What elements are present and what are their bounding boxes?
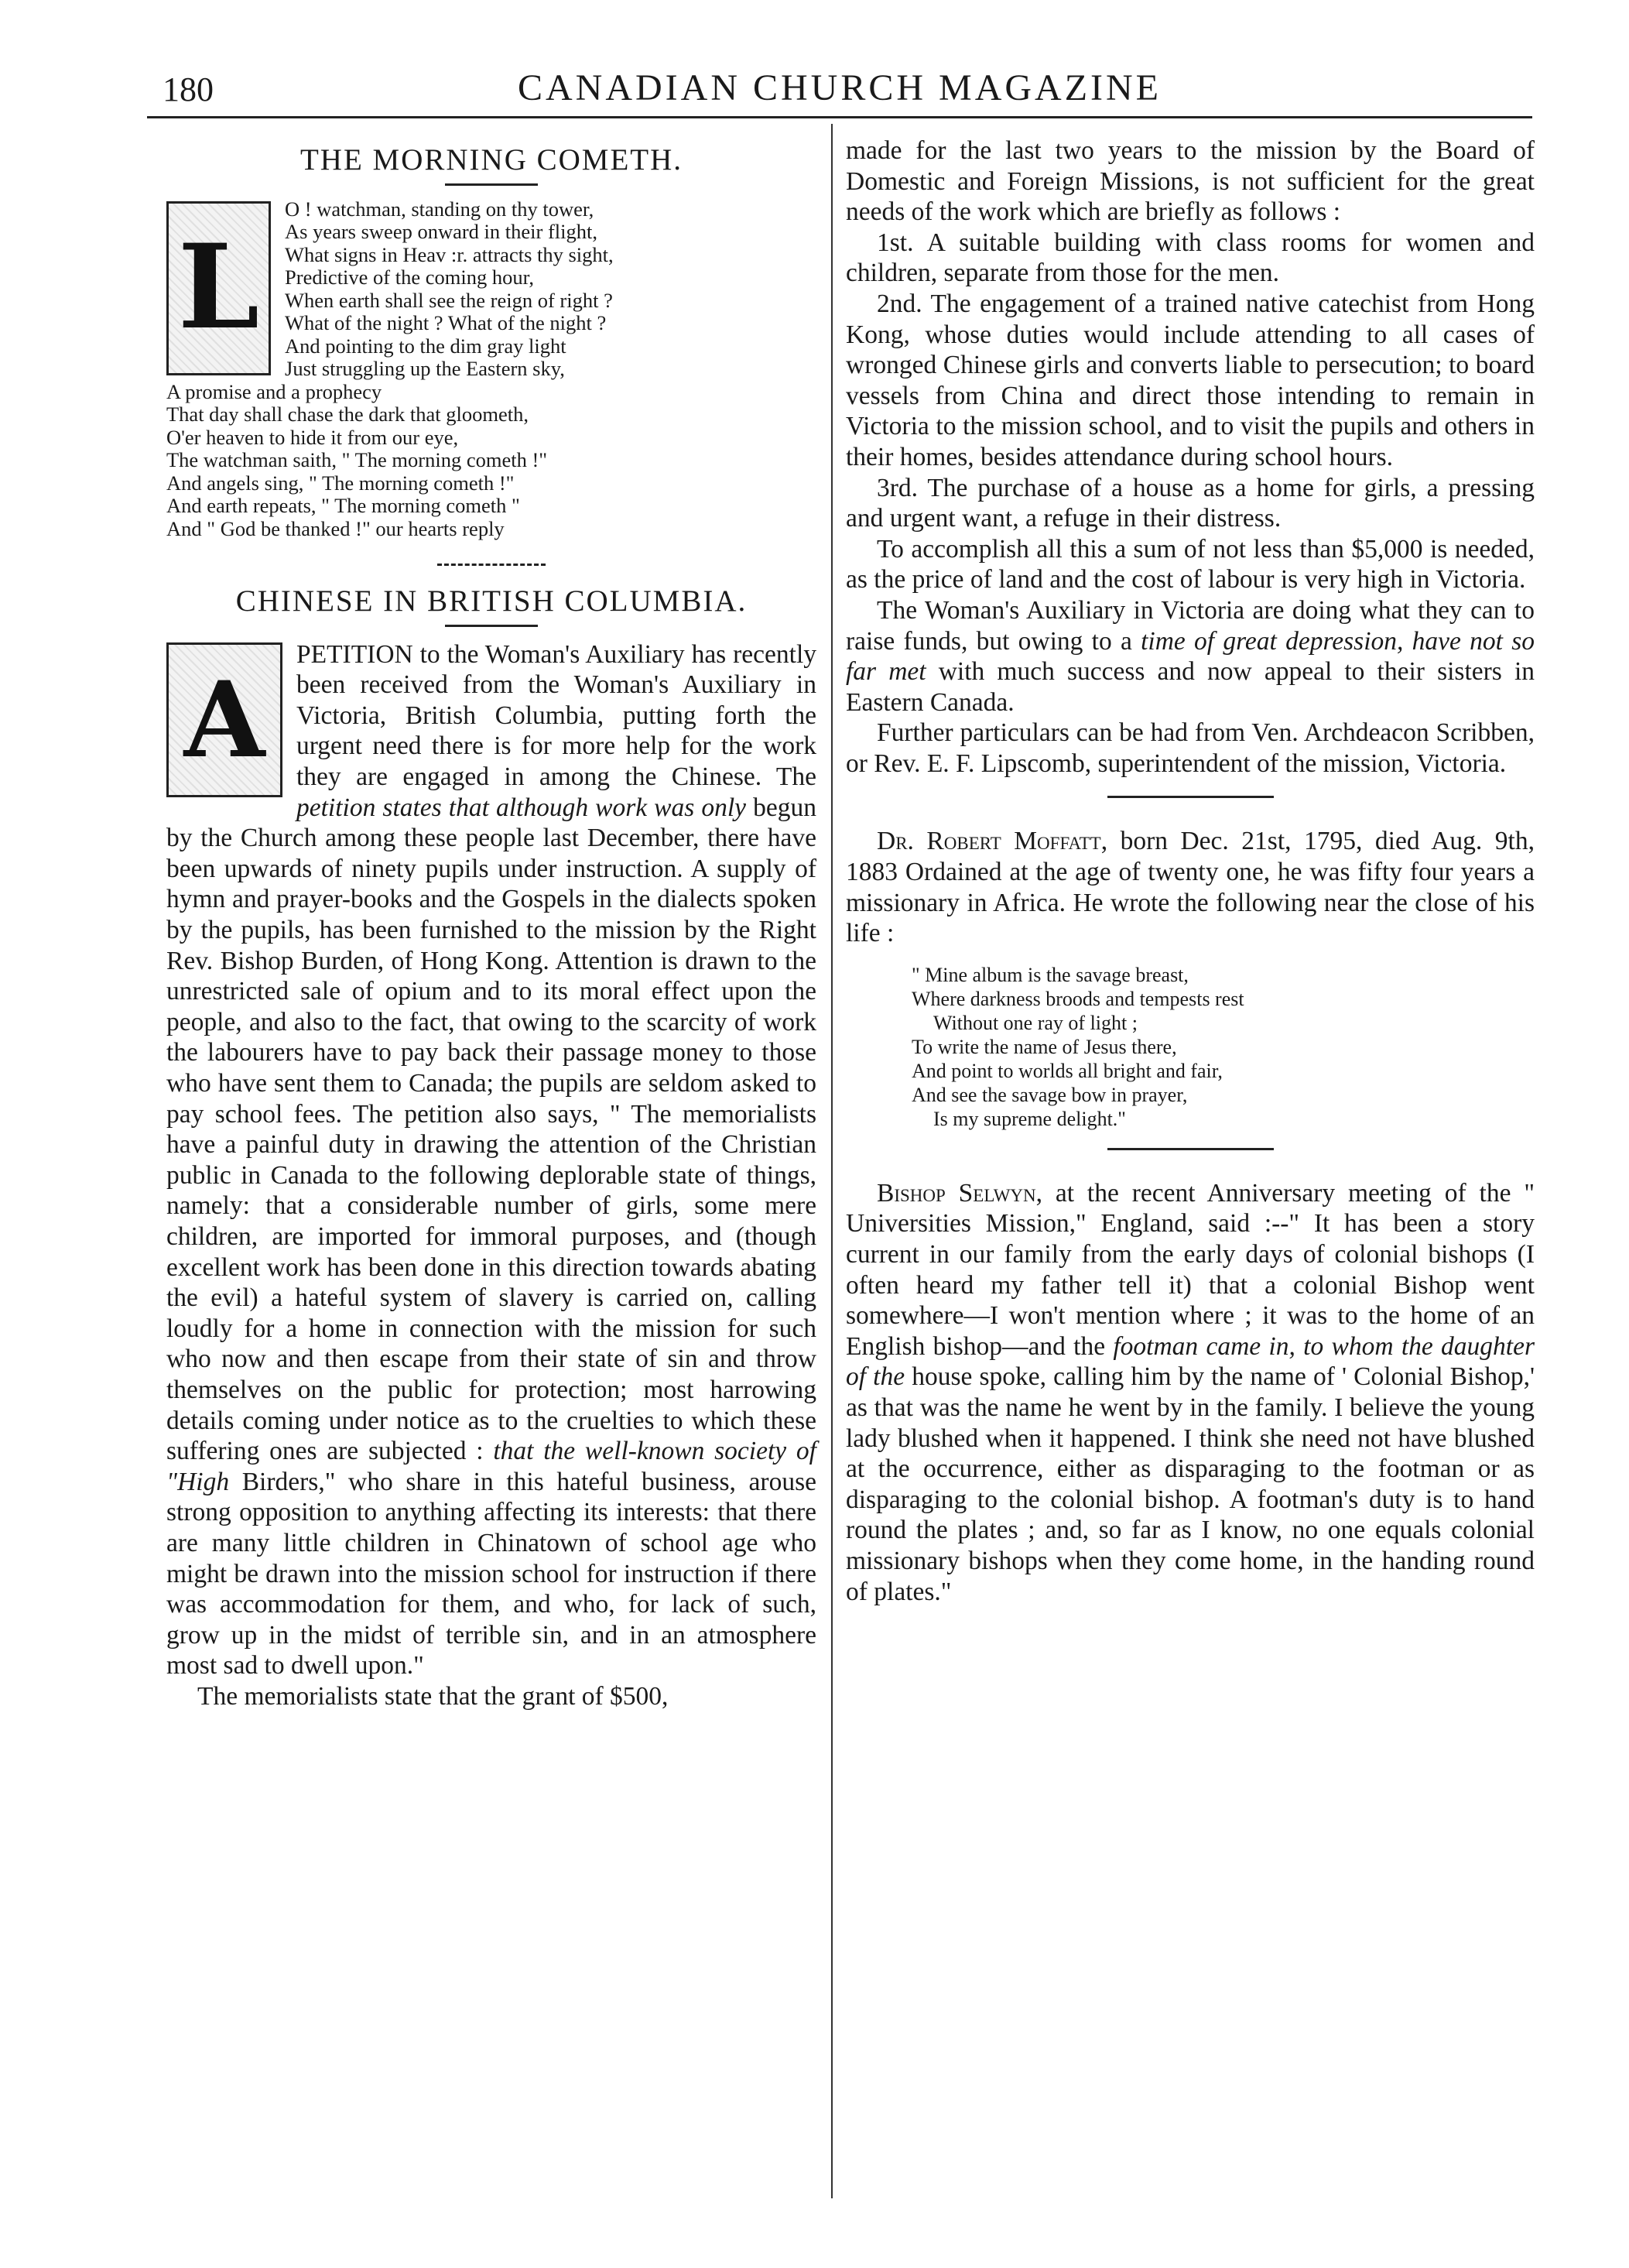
- right-column: [846, 135, 1535, 1607]
- poem-line: Just struggling up the Eastern sky,: [285, 357, 565, 381]
- poem-line: And " God be thanked !" our hearts reply: [166, 516, 505, 540]
- ornamental-initial-a: [166, 642, 282, 797]
- text-run: Birders," who share in this hateful business, arouse strong opposition to anything affecting its interests: that there are many little children in Chinatown of school age who might be drawn into the mission school for instruction if there was accommodation for them, and who, for lack of such, grow up in the midst of terrible sin, and in an atmosphere most sad to dwell upon.": [166, 1467, 816, 1680]
- verse-line: Is my supreme delight.": [933, 1107, 1126, 1130]
- moffatt-verse: [912, 963, 1535, 1131]
- article-title: CHINESE IN BRITISH COLUMBIA.: [235, 584, 748, 618]
- text-run: begun by the Church among these people last December, there have been upwards of ninety pupils under instruction. A supply of hymn and prayer-books and the Gospels in the dialects spoken by the pupils, has been furnished to the mission by the Right Rev. Bishop Burden, of Hong Kong. Attention is drawn to the unrestricted sale of opium and to its moral effect upon the people, and also to the fact, that owing to the scarcity of work the labourers have to pay back their passage money to those who have sent them to Canada; the pupils are seldom asked to pay school fees. The petition also says, " The memorialists have a painful duty in drawing the attention of the Christian public in Canada to the following deplorable state of things, namely: that a considerable number of girls, some mere children, are imported for immoral purposes, and (though excellent work has been done in this direction towards abating the evil) a hateful system of slavery is carried on, calling loudly for a home in connection with the mission for such who now and then escape from their state of sin and throw themselves on the public for protection; most harrowing details coming under notice as to the cruelties to which these suffering ones are subjected :: [166, 793, 816, 1466]
- moffatt-paragraph: [846, 826, 1535, 948]
- initial-letter: A: [183, 657, 265, 781]
- section-divider: [1107, 796, 1274, 798]
- text-run: house spoke, calling him by the name of ' Colonial Bishop,' as that was the name he went by in the family. I believe the young lady blushed when it happened. I think she need not have blushed at the occurrence, either as disparaging to the footman or as disparaging to the colonial bishop. A footman's duty is to hand round the plates ; and, so far as I know, no one equals colonial missionary bishops when they come home, in the handing round of plates.": [846, 1362, 1535, 1606]
- italic-run: time of great depression, have not so far met: [846, 626, 1535, 687]
- poem-block: [166, 198, 816, 541]
- text-run: PETITION to the Woman's Auxiliary has recently been received from the Woman's Auxiliary in Victoria, British Columbia, putting forth the urgent need there is for more help for the work they are engaged in among the Chinese. The: [296, 639, 816, 792]
- verse-line: And see the savage bow in prayer,: [912, 1083, 1188, 1106]
- article-paragraph: made for the last two years to the mission by the Board of Domestic and Foreign Missions, is not sufficient for the great needs of the work which are briefly as follows :: [846, 136, 1535, 227]
- poem-line: What of the night ? What of the night ?: [285, 311, 607, 335]
- page-number: 180: [163, 70, 214, 108]
- poem-line: That day shall chase the dark that gloometh,: [166, 403, 529, 427]
- poem-line: And angels sing, " The morning cometh !": [166, 471, 515, 495]
- verse-line: " Mine album is the savage breast,: [912, 963, 1189, 986]
- header-rule: [147, 116, 1532, 118]
- poem-line: The watchman saith, " The morning cometh !": [166, 448, 548, 472]
- text-run: The Woman's Auxiliary in Victoria are doing what they can to raise funds, but owing to a: [846, 595, 1535, 656]
- poem-line: When earth shall see the reign of right ?: [285, 288, 613, 312]
- selwyn-paragraph: [846, 1178, 1535, 1607]
- section-divider: [1107, 1148, 1274, 1150]
- poem-line: Predictive of the coming hour,: [285, 266, 535, 289]
- poem-line: O'er heaven to hide it from our eye,: [166, 425, 459, 449]
- left-column: [166, 135, 816, 1711]
- initial-letter: L: [177, 219, 260, 356]
- title-rule: [445, 625, 538, 627]
- text-run: born Dec. 21st, 1795, died Aug. 9th, 1883 Ordained at the age of twenty one, he was fifty four years a missionary in Africa. He wrote the following near the close of his life :: [846, 827, 1535, 948]
- verse-line: Where darkness broods and tempests rest: [912, 987, 1244, 1010]
- article-paragraph: [846, 595, 1535, 718]
- italic-run: that the well-known society of "High: [166, 1437, 816, 1496]
- poem-title: THE MORNING COMETH.: [299, 143, 683, 176]
- list-item: 3rd. The purchase of a house as a home for girls, a pressing and urgent want, a refuge in their distress.: [846, 473, 1535, 533]
- article-paragraph: The memorialists state that the grant of $500,: [197, 1681, 669, 1711]
- ornamental-initial-l: [166, 201, 271, 375]
- verse-line: Without one ray of light ;: [933, 1011, 1138, 1034]
- verse-line: To write the name of Jesus there,: [912, 1035, 1177, 1058]
- poem-line: A promise and a prophecy: [166, 379, 382, 403]
- text-run: with much success and now appeal to their sisters in Eastern Canada.: [846, 657, 1535, 717]
- person-name: Dr. Robert Moffatt,: [877, 827, 1108, 856]
- title-rule: [445, 183, 538, 186]
- poem-line: O ! watchman, standing on thy tower,: [285, 197, 594, 221]
- section-divider: [437, 564, 546, 566]
- running-title: CANADIAN CHURCH MAGAZINE: [518, 67, 1162, 108]
- list-item: 2nd. The engagement of a trained native catechist from Hong Kong, whose duties would include attending to all cases of wronged Chinese girls and converts liable to persecution; to board vessels from China and direct those intending to remain in Victoria to the mission school, and to visit the pupils and others in their homes, besides attendance during school hours.: [846, 289, 1535, 471]
- article-body: [166, 639, 816, 1712]
- text-run: at the recent Anniversary meeting of the " Universities Mission," England, said :--" It has been a story current in our family from the early days of colonial bishops (I often heard my father tell it) that a colonial Bishop went somewhere—I won't mention where ; it was to the home of an English bishop—and the: [846, 1178, 1535, 1361]
- poem-line: As years sweep onward in their flight,: [285, 220, 598, 244]
- article-paragraph: Further particulars can be had from Ven. Archdeacon Scribben, or Rev. E. F. Lipscomb, superintendent of the mission, Victoria.: [846, 718, 1535, 778]
- list-item: 1st. A suitable building with class rooms for women and children, separate from those for the men.: [846, 228, 1535, 288]
- italic-run: footman came in, to whom the daughter of the: [846, 1331, 1535, 1392]
- poem-line: And pointing to the dim gray light: [285, 334, 566, 358]
- poem-line: And earth repeats, " The morning cometh ": [166, 494, 520, 518]
- italic-run: petition states that although work was only: [296, 793, 747, 822]
- verse-line: And point to worlds all bright and fair,: [912, 1059, 1223, 1082]
- person-name: Bishop Selwyn,: [877, 1178, 1042, 1208]
- article-paragraph: To accomplish all this a sum of not less than $5,000 is needed, as the price of land and the cost of labour is very high in Victoria.: [846, 534, 1535, 594]
- page-header: [147, 62, 1532, 116]
- poem-line: What signs in Heav :r. attracts thy sight,: [285, 242, 614, 266]
- column-divider: [831, 124, 833, 2198]
